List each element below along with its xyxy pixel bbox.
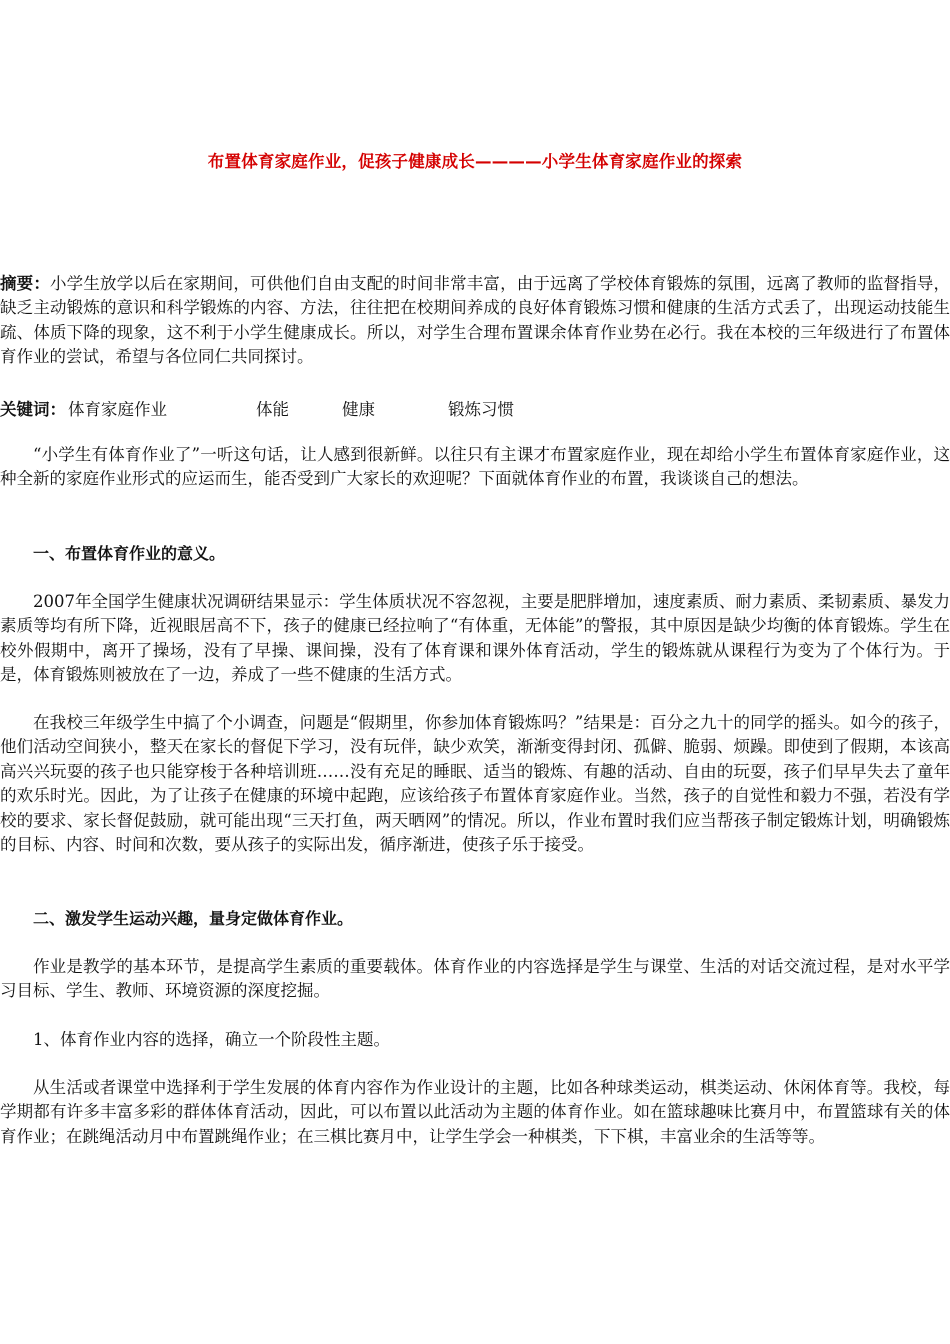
abstract-text: 小学生放学以后在家期间，可供他们自由支配的时间非常丰富，由于远离了学校体育锻炼的氛围，远离了教师的监督指导，缺乏主动锻炼的意识和科学锻炼的内容、方法，往往把在校期间养成的良好体育锻炼习惯和健康的生活方式丢了，出现运动技能生疏、体质下降的现象，这不利于小学生健康成长。所以，对学生合理布置课余体育作业势在必行。我在本校的三年级进行了布置体育作业的尝试，希望与各位同仁共同探讨。 xyxy=(0,274,950,367)
intro-paragraph: “小学生有体育作业了”一听这句话，让人感到很新鲜。以往只有主课才布置家庭作业，现在却给小学生布置体育家庭作业，这种全新的家庭作业形式的应运而生，能否受到广大家长的欢迎呢？下面就体育作业的布置，我谈谈自己的想法。 xyxy=(0,445,950,489)
subheading-1: 1、体育作业内容的选择，确立一个阶段性主题。 xyxy=(33,1030,390,1049)
paragraph-1: 2007年全国学生健康状况调研结果显示：学生体质状况不容忽视，主要是肥胖增加，速度素质、耐力素质、柔韧素质、暴发力素质等均有所下降，近视眼居高不下，孩子的健康已经拉响了“有体重，无体能”的警报，其中原因是缺少均衡的体育锻炼。学生在校外假期中，离开了操场，没有了早操、课间操，没有了体育课和课外体育活动，学生的锻炼就从课程行为变为了个体行为。于是，体育锻炼则被放在了一边，养成了一些不健康的生活方式。 xyxy=(0,592,950,685)
keyword-item: 体育家庭作业 xyxy=(68,400,167,419)
keyword-item: 体能 xyxy=(256,400,289,419)
keyword-item: 锻炼习惯 xyxy=(448,400,514,419)
section-heading-2: 二、激发学生运动兴趣，量身定做体育作业。 xyxy=(33,909,354,928)
paragraph-2: 在我校三年级学生中搞了个小调查，问题是“假期里，你参加体育锻炼吗？”结果是：百分之九十的同学的摇头。如今的孩子，他们活动空间狭小，整天在家长的督促下学习，没有玩伴，缺少欢笑，渐渐变得封闭、孤僻、脆弱、烦躁。即使到了假期，本该高高兴兴玩耍的孩子也只能穿梭于各种培训班……没有充足的睡眠、适当的锻炼、有趣的活动、自由的玩耍，孩子们早早失去了童年的欢乐时光。因此，为了让孩子在健康的环境中起跑，应该给孩子布置体育家庭作业。当然，孩子的自觉性和毅力不强，若没有学校的要求、家长督促鼓励，就可能出现“三天打鱼，两天晒网”的情况。所以，作业布置时我们应当帮孩子制定锻炼计划，明确锻炼的目标、内容、时间和次数，要从孩子的实际出发，循序渐进，使孩子乐于接受。 xyxy=(0,713,950,855)
document-title: 布置体育家庭作业，促孩子健康成长————小学生体育家庭作业的探索 xyxy=(207,152,743,171)
keywords-row xyxy=(0,396,950,420)
paragraph-4: 从生活或者课堂中选择利于学生发展的体育内容作为作业设计的主题，比如各种球类运动，棋类运动、休闲体育等。我校，每学期都有许多丰富多彩的群体体育活动，因此，可以布置以此活动为主题的体育作业。如在篮球趣味比赛月中，布置篮球有关的体育作业；在跳绳活动月中布置跳绳作业；在三棋比赛月中，让学生学会一种棋类，下下棋，丰富业余的生活等等。 xyxy=(0,1078,950,1146)
paragraph-3: 作业是教学的基本环节，是提高学生素质的重要载体。体育作业的内容选择是学生与课堂、生活的对话交流过程，是对水平学习目标、学生、教师、环境资源的深度挖掘。 xyxy=(0,957,950,1001)
section-heading-1: 一、布置体育作业的意义。 xyxy=(33,544,226,563)
abstract-label: 摘要： xyxy=(0,274,51,293)
abstract-paragraph xyxy=(0,272,950,370)
keyword-item: 健康 xyxy=(342,400,375,419)
keywords-label: 关键词： xyxy=(0,400,66,419)
